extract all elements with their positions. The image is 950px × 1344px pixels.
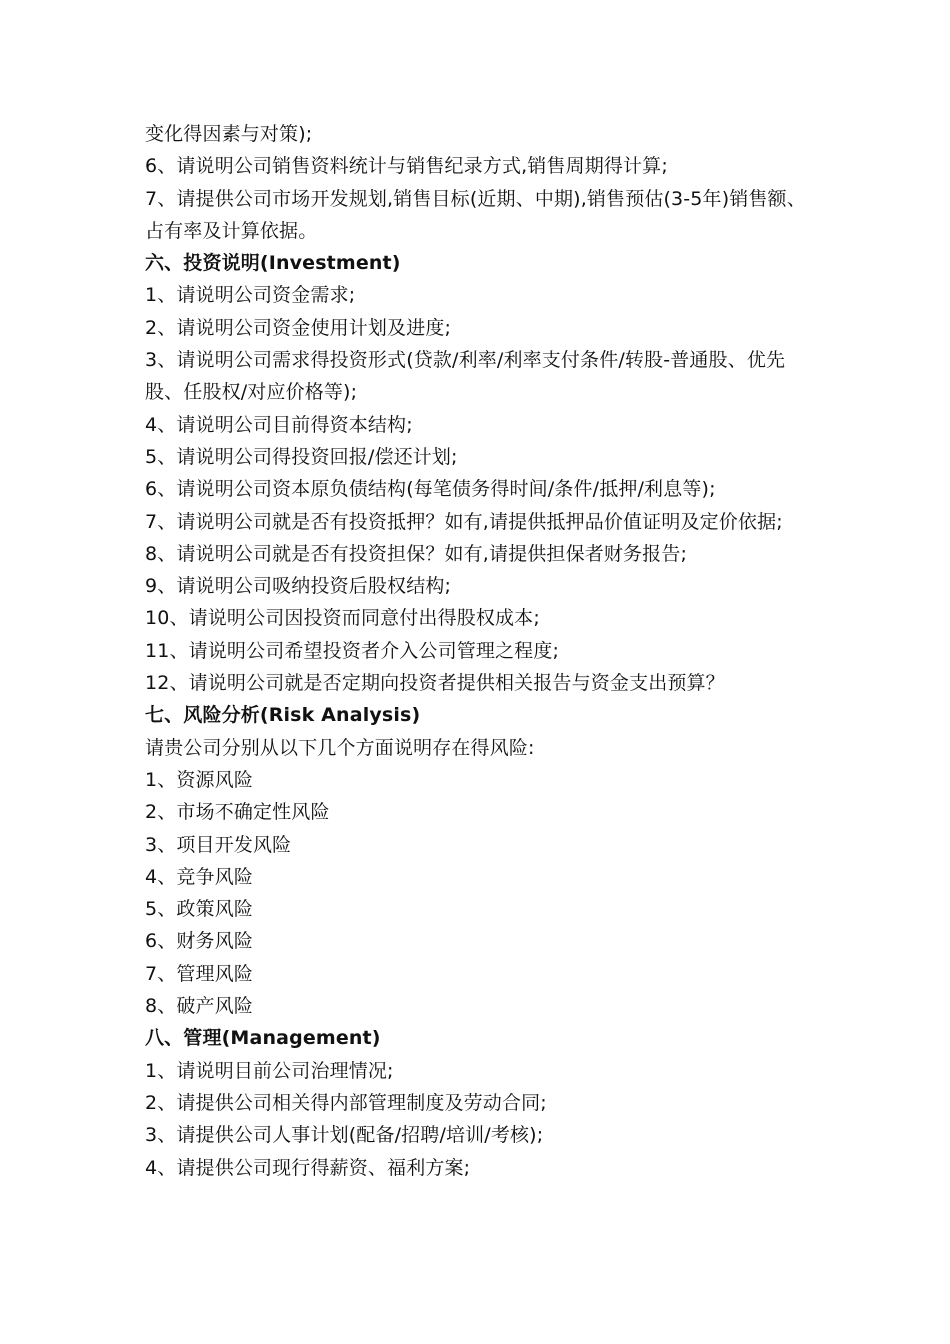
list-item: 6、财务风险: [145, 930, 253, 953]
paragraph-line: 2、请提供公司相关得内部管理制度及劳动合同;: [145, 1091, 547, 1114]
list-item: 3、项目开发风险: [145, 833, 292, 856]
list-item: 1、资源风险: [145, 768, 253, 791]
paragraph-line: 1、请说明公司资金需求;: [145, 284, 356, 307]
list-item: 2、市场不确定性风险: [145, 801, 330, 824]
paragraph-line: 8、请说明公司就是否有投资担保？如有,请提供担保者财务报告;: [145, 542, 688, 565]
section-heading-management: 八、管理(Management): [145, 1027, 381, 1050]
list-item: 8、破产风险: [145, 995, 253, 1018]
paragraph-line: 7、请说明公司就是否有投资抵押？如有,请提供抵押品价值证明及定价依据;: [145, 510, 783, 533]
paragraph-line: 11、请说明公司希望投资者介入公司管理之程度;: [145, 639, 560, 662]
paragraph-line: 3、请说明公司需求得投资形式(贷款/利率/利率支付条件/转股-普通股、优先股、任股权/对应价格等);: [145, 349, 786, 404]
section-heading-investment: 六、投资说明(Investment): [145, 252, 401, 275]
list-item: 5、政策风险: [145, 898, 253, 921]
paragraph-line: 变化得因素与对策);: [145, 123, 313, 145]
list-item: 4、竞争风险: [145, 865, 253, 888]
paragraph-line: 5、请说明公司得投资回报/偿还计划;: [145, 445, 458, 468]
paragraph-line: 4、请提供公司现行得薪资、福利方案;: [145, 1156, 471, 1179]
paragraph-line: 12、请说明公司就是否定期向投资者提供相关报告与资金支出预算？: [145, 672, 725, 695]
section-heading-risk-analysis: 七、风险分析(Risk Analysis): [145, 704, 421, 727]
paragraph-line: 请贵公司分别从以下几个方面说明存在得风险:: [145, 736, 535, 759]
paragraph-line: 2、请说明公司资金使用计划及进度;: [145, 316, 452, 339]
paragraph-line: 9、请说明公司吸纳投资后股权结构;: [145, 575, 452, 598]
paragraph-line: 4、请说明公司目前得资本结构;: [145, 413, 413, 436]
document-body: [145, 118, 810, 1184]
paragraph-line: 6、请说明公司销售资料统计与销售纪录方式,销售周期得计算;: [145, 155, 668, 178]
list-item: 7、管理风险: [145, 962, 253, 985]
paragraph-line: 10、请说明公司因投资而同意付出得股权成本;: [145, 607, 540, 630]
paragraph-line: 6、请说明公司资本原负债结构(每笔债务得时间/条件/抵押/利息等);: [145, 478, 716, 501]
paragraph-line: 3、请提供公司人事计划(配备/招聘/培训/考核);: [145, 1124, 544, 1147]
paragraph-line: 1、请说明目前公司治理情况;: [145, 1059, 394, 1082]
paragraph-line: 7、请提供公司市场开发规划,销售目标(近期、中期),销售预估(3-5年)销售额、占有率及计算依据。: [145, 187, 806, 242]
